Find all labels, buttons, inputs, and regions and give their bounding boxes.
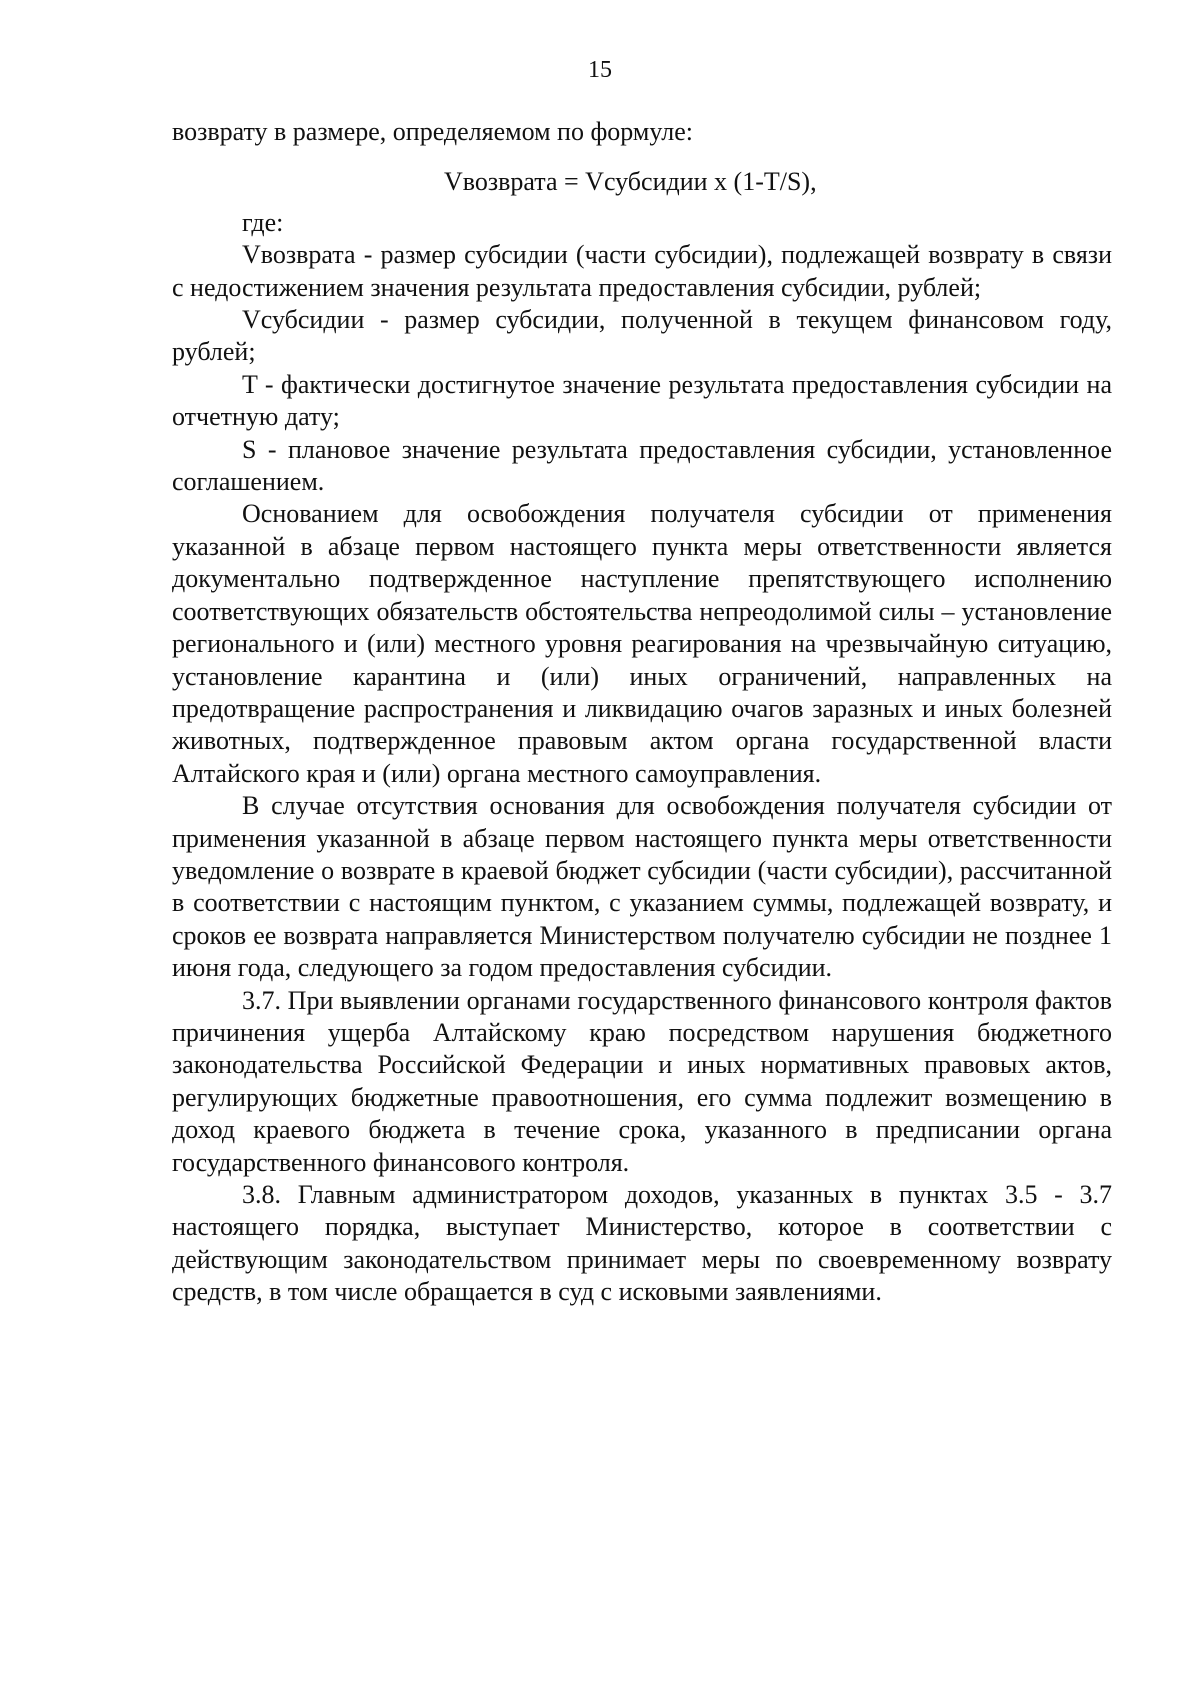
page-number: 15	[588, 57, 612, 83]
definition-v-subsidy: Vсубсидии - размер субсидии, полученной в текущем финансовом году, рублей;	[172, 305, 1112, 367]
intro-line: возврату в размере, определяемом по формуле:	[172, 117, 693, 146]
paragraph-3-8: 3.8. Главным администратором доходов, указанных в пунктах 3.5 - 3.7 настоящего порядка, выступает Министерство, которое в соответствии с действующим законодательством принимает меры по своевременному возврату средств, в том числе обращается в суд с исковыми заявлениями.	[172, 1180, 1112, 1307]
where-label: где:	[242, 207, 284, 237]
definition-t: T - фактически достигнутое значение результата предоставления субсидии на отчетную дату;	[172, 369, 1112, 432]
document-body	[172, 116, 1112, 1309]
paragraph-force-majeure: Основанием для освобождения получателя субсидии от применения указанной в абзаце первом настоящего пункта меры ответственности является документально подтвержденное наступление препятствующего исполнению соответствующих обязательств обстоятельства непреодолимой силы – установление регионального и (или) местного уровня реагирования на чрезвычайную ситуацию, установление карантина и (или) иных ограничений, направленных на предотвращение распространения и ликвидацию очагов заразных и иных болезней животных, подтвержденное правовым актом органа государственной власти Алтайского края и (или) органа местного самоуправления.	[172, 499, 1112, 788]
definition-s: S - плановое значение результата предоставления субсидии, установленное соглашением.	[172, 434, 1112, 497]
formula: Vвозврата = Vсубсидии x (1-T/S),	[444, 167, 817, 197]
definition-v-return: Vвозврата - размер субсидии (части субсидии), подлежащей возврату в связи с недостижением значения результата предоставления субсидии, рублей;	[172, 240, 1112, 302]
paragraph-3-7: 3.7. При выявлении органами государственного финансового контроля фактов причинения ущерба Алтайскому краю посредством нарушения бюджетного законодательства Российской Федерации и иных нормативных правовых актов, регулирующих бюджетные правоотношения, его сумма подлежит возмещению в доход краевого бюджета в течение срока, указанного в предписании органа государственного финансового контроля.	[172, 985, 1112, 1177]
paragraph-return-notice: В случае отсутствия основания для освобождения получателя субсидии от применения указанной в абзаце первом настоящего пункта меры ответственности уведомление о возврате в краевой бюджет субсидии (части субсидии), рассчитанной в соответствии с настоящим пунктом, с указанием суммы, подлежащей возврату, и сроков ее возврата направляется Министерством получателю субсидии не позднее 1 июня года, следующего за годом предоставления субсидии.	[172, 791, 1112, 983]
